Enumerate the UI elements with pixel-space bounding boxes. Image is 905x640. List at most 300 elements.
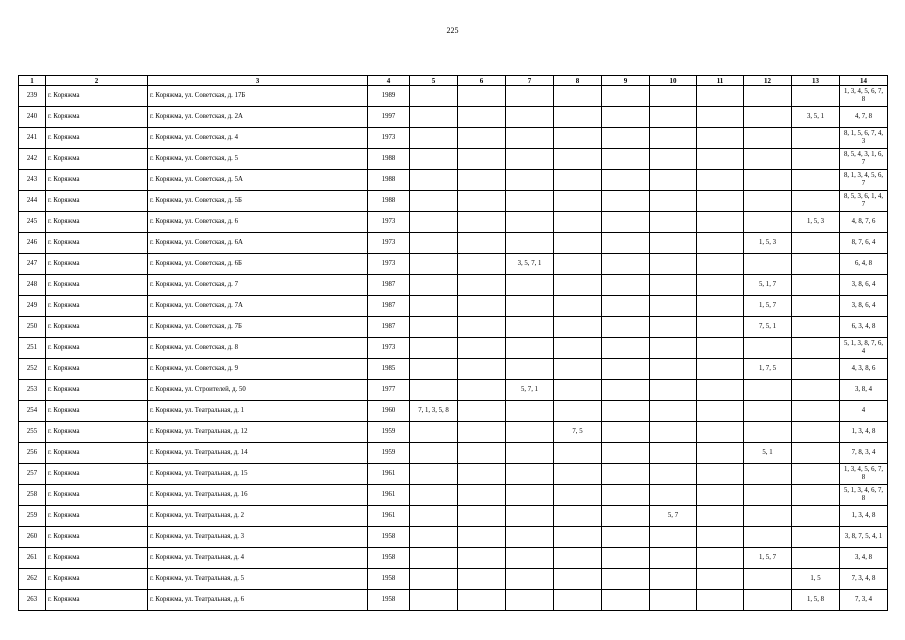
cell-year: 1977: [368, 380, 410, 401]
cell-col-6: [458, 317, 506, 338]
cell-col-14: 5, 1, 3, 4, 6, 7, 8: [840, 485, 888, 506]
table-body: [19, 86, 888, 611]
cell-row-number: 257: [19, 464, 46, 485]
cell-year: 1985: [368, 359, 410, 380]
cell-col-10: [650, 548, 697, 569]
cell-col-14: 1, 3, 4, 8: [840, 422, 888, 443]
cell-col-6: [458, 149, 506, 170]
cell-col-13: [792, 317, 840, 338]
cell-settlement: г. Коряжма: [46, 317, 148, 338]
cell-col-12: 1, 5, 7: [744, 548, 792, 569]
cell-row-number: 247: [19, 254, 46, 275]
cell-col-11: [697, 296, 744, 317]
cell-year: 1960: [368, 401, 410, 422]
cell-col-14: 8, 5, 3, 6, 1, 4, 7: [840, 191, 888, 212]
cell-year: 1988: [368, 170, 410, 191]
cell-address: г. Коряжма, ул. Советская, д. 7А: [148, 296, 368, 317]
cell-col-5: 7, 1, 3, 5, 8: [410, 401, 458, 422]
cell-settlement: г. Коряжма: [46, 506, 148, 527]
cell-col-6: [458, 527, 506, 548]
cell-col-10: [650, 317, 697, 338]
cell-col-7: [506, 275, 554, 296]
cell-col-9: [602, 548, 650, 569]
cell-col-5: [410, 422, 458, 443]
page-number: 225: [446, 26, 459, 35]
cell-address: г. Коряжма, ул. Советская, д. 5Б: [148, 191, 368, 212]
cell-col-11: [697, 86, 744, 107]
cell-settlement: г. Коряжма: [46, 485, 148, 506]
cell-settlement: г. Коряжма: [46, 128, 148, 149]
cell-col-14: 4, 3, 8, 6: [840, 359, 888, 380]
cell-col-13: [792, 233, 840, 254]
cell-address: г. Коряжма, ул. Театральная, д. 3: [148, 527, 368, 548]
cell-col-6: [458, 485, 506, 506]
table-row: [19, 254, 888, 275]
table-row: [19, 233, 888, 254]
cell-col-5: [410, 485, 458, 506]
cell-col-9: [602, 212, 650, 233]
cell-address: г. Коряжма, ул. Советская, д. 2А: [148, 107, 368, 128]
cell-col-12: [744, 590, 792, 611]
cell-address: г. Коряжма, ул. Строителей, д. 50: [148, 380, 368, 401]
cell-col-10: [650, 359, 697, 380]
cell-settlement: г. Коряжма: [46, 212, 148, 233]
cell-col-5: [410, 149, 458, 170]
cell-col-13: [792, 401, 840, 422]
column-header-6: 6: [458, 76, 506, 86]
table-row: [19, 128, 888, 149]
cell-col-10: [650, 443, 697, 464]
table-row: [19, 338, 888, 359]
cell-col-9: [602, 128, 650, 149]
cell-col-11: [697, 338, 744, 359]
column-header-10: 10: [650, 76, 697, 86]
cell-col-11: [697, 464, 744, 485]
table-row: [19, 464, 888, 485]
cell-address: г. Коряжма, ул. Театральная, д. 1: [148, 401, 368, 422]
cell-col-6: [458, 422, 506, 443]
cell-address: г. Коряжма, ул. Советская, д. 7: [148, 275, 368, 296]
cell-col-6: [458, 548, 506, 569]
cell-col-7: [506, 443, 554, 464]
cell-col-10: [650, 86, 697, 107]
cell-col-12: [744, 464, 792, 485]
table-row: [19, 569, 888, 590]
cell-col-7: [506, 86, 554, 107]
cell-col-5: [410, 296, 458, 317]
cell-address: г. Коряжма, ул. Театральная, д. 15: [148, 464, 368, 485]
cell-col-13: 1, 5: [792, 569, 840, 590]
cell-col-11: [697, 380, 744, 401]
cell-col-6: [458, 443, 506, 464]
cell-col-9: [602, 485, 650, 506]
cell-col-11: [697, 590, 744, 611]
cell-col-13: 1, 5, 3: [792, 212, 840, 233]
cell-col-6: [458, 275, 506, 296]
header-row: [19, 76, 888, 86]
housing-table: [18, 75, 888, 611]
cell-col-12: 5, 1, 7: [744, 275, 792, 296]
cell-col-5: [410, 212, 458, 233]
cell-row-number: 244: [19, 191, 46, 212]
cell-col-11: [697, 212, 744, 233]
cell-col-8: [554, 380, 602, 401]
cell-col-14: 8, 1, 5, 6, 7, 4, 3: [840, 128, 888, 149]
cell-col-11: [697, 254, 744, 275]
cell-col-13: [792, 338, 840, 359]
cell-col-13: 3, 5, 1: [792, 107, 840, 128]
cell-col-7: [506, 590, 554, 611]
cell-col-13: [792, 380, 840, 401]
cell-col-14: 3, 8, 6, 4: [840, 296, 888, 317]
table-row: [19, 149, 888, 170]
cell-col-9: [602, 191, 650, 212]
cell-col-8: [554, 590, 602, 611]
cell-col-13: [792, 527, 840, 548]
cell-col-14: 6, 4, 8: [840, 254, 888, 275]
cell-col-9: [602, 149, 650, 170]
cell-col-11: [697, 170, 744, 191]
cell-col-9: [602, 317, 650, 338]
cell-col-9: [602, 527, 650, 548]
cell-col-8: [554, 443, 602, 464]
cell-col-13: [792, 296, 840, 317]
cell-address: г. Коряжма, ул. Театральная, д. 5: [148, 569, 368, 590]
cell-col-12: [744, 86, 792, 107]
cell-address: г. Коряжма, ул. Театральная, д. 16: [148, 485, 368, 506]
cell-col-7: [506, 296, 554, 317]
cell-row-number: 245: [19, 212, 46, 233]
cell-year: 1961: [368, 485, 410, 506]
cell-col-10: [650, 590, 697, 611]
column-header-5: 5: [410, 76, 458, 86]
table-row: [19, 170, 888, 191]
cell-col-10: 5, 7: [650, 506, 697, 527]
cell-col-10: [650, 170, 697, 191]
cell-col-5: [410, 254, 458, 275]
cell-col-13: [792, 485, 840, 506]
cell-col-5: [410, 233, 458, 254]
cell-col-7: [506, 359, 554, 380]
cell-col-12: [744, 191, 792, 212]
cell-col-8: [554, 170, 602, 191]
cell-col-14: 8, 1, 3, 4, 5, 6, 7: [840, 170, 888, 191]
table-row: [19, 359, 888, 380]
cell-col-7: [506, 317, 554, 338]
cell-col-11: [697, 506, 744, 527]
cell-row-number: 260: [19, 527, 46, 548]
cell-address: г. Коряжма, ул. Советская, д. 6: [148, 212, 368, 233]
cell-col-9: [602, 338, 650, 359]
cell-col-10: [650, 338, 697, 359]
cell-col-10: [650, 380, 697, 401]
cell-col-6: [458, 86, 506, 107]
cell-year: 1988: [368, 149, 410, 170]
cell-col-8: [554, 338, 602, 359]
cell-col-14: 1, 3, 4, 5, 6, 7, 8: [840, 86, 888, 107]
cell-col-6: [458, 338, 506, 359]
cell-col-6: [458, 191, 506, 212]
cell-col-14: 3, 4, 8: [840, 548, 888, 569]
column-header-9: 9: [602, 76, 650, 86]
cell-col-13: [792, 275, 840, 296]
cell-col-13: 1, 5, 8: [792, 590, 840, 611]
cell-col-11: [697, 422, 744, 443]
cell-col-8: [554, 401, 602, 422]
cell-year: 1973: [368, 254, 410, 275]
cell-col-10: [650, 569, 697, 590]
cell-col-13: [792, 464, 840, 485]
cell-col-13: [792, 170, 840, 191]
cell-year: 1973: [368, 128, 410, 149]
cell-col-11: [697, 548, 744, 569]
cell-col-7: [506, 485, 554, 506]
table-row: [19, 506, 888, 527]
cell-col-13: [792, 443, 840, 464]
cell-col-5: [410, 191, 458, 212]
cell-col-12: 5, 1: [744, 443, 792, 464]
cell-row-number: 246: [19, 233, 46, 254]
cell-col-6: [458, 296, 506, 317]
cell-col-11: [697, 233, 744, 254]
cell-settlement: г. Коряжма: [46, 338, 148, 359]
cell-year: 1973: [368, 212, 410, 233]
column-header-8: 8: [554, 76, 602, 86]
cell-col-8: [554, 86, 602, 107]
table-row: [19, 401, 888, 422]
column-header-2: 2: [46, 76, 148, 86]
cell-row-number: 239: [19, 86, 46, 107]
cell-col-12: 1, 7, 5: [744, 359, 792, 380]
table-row: [19, 485, 888, 506]
cell-col-12: [744, 107, 792, 128]
cell-col-10: [650, 527, 697, 548]
cell-col-12: [744, 401, 792, 422]
cell-address: г. Коряжма, ул. Советская, д. 4: [148, 128, 368, 149]
cell-col-12: [744, 254, 792, 275]
cell-col-14: 3, 8, 4: [840, 380, 888, 401]
cell-settlement: г. Коряжма: [46, 401, 148, 422]
cell-col-14: 1, 3, 4, 5, 6, 7, 8: [840, 464, 888, 485]
cell-col-5: [410, 107, 458, 128]
cell-col-11: [697, 128, 744, 149]
cell-col-9: [602, 107, 650, 128]
cell-row-number: 263: [19, 590, 46, 611]
cell-col-10: [650, 107, 697, 128]
cell-col-14: 5, 1, 3, 8, 7, 6, 4: [840, 338, 888, 359]
cell-col-11: [697, 275, 744, 296]
cell-settlement: г. Коряжма: [46, 527, 148, 548]
cell-col-10: [650, 149, 697, 170]
cell-year: 1958: [368, 527, 410, 548]
cell-col-8: [554, 359, 602, 380]
column-header-11: 11: [697, 76, 744, 86]
cell-col-14: 8, 5, 4, 3, 1, 6, 7: [840, 149, 888, 170]
cell-col-11: [697, 191, 744, 212]
cell-year: 1958: [368, 569, 410, 590]
cell-col-9: [602, 422, 650, 443]
cell-year: 1958: [368, 590, 410, 611]
cell-address: г. Коряжма, ул. Театральная, д. 4: [148, 548, 368, 569]
cell-settlement: г. Коряжма: [46, 380, 148, 401]
cell-col-7: [506, 170, 554, 191]
cell-col-7: [506, 422, 554, 443]
cell-col-7: [506, 464, 554, 485]
table-row: [19, 527, 888, 548]
cell-col-14: 8, 7, 6, 4: [840, 233, 888, 254]
cell-col-12: [744, 338, 792, 359]
cell-col-14: 1, 3, 4, 8: [840, 506, 888, 527]
cell-col-7: [506, 338, 554, 359]
table-row: [19, 443, 888, 464]
cell-col-9: [602, 590, 650, 611]
cell-col-9: [602, 86, 650, 107]
cell-col-9: [602, 359, 650, 380]
cell-year: 1958: [368, 548, 410, 569]
cell-col-12: [744, 485, 792, 506]
cell-col-14: 4, 8, 7, 6: [840, 212, 888, 233]
cell-col-5: [410, 317, 458, 338]
cell-col-7: [506, 506, 554, 527]
cell-col-5: [410, 569, 458, 590]
cell-col-11: [697, 443, 744, 464]
cell-col-11: [697, 107, 744, 128]
cell-row-number: 249: [19, 296, 46, 317]
cell-settlement: г. Коряжма: [46, 359, 148, 380]
cell-col-7: 5, 7, 1: [506, 380, 554, 401]
cell-col-13: [792, 128, 840, 149]
cell-col-7: [506, 212, 554, 233]
cell-row-number: 242: [19, 149, 46, 170]
cell-col-9: [602, 569, 650, 590]
cell-settlement: г. Коряжма: [46, 275, 148, 296]
cell-settlement: г. Коряжма: [46, 86, 148, 107]
cell-col-8: [554, 191, 602, 212]
cell-col-8: [554, 464, 602, 485]
cell-settlement: г. Коряжма: [46, 107, 148, 128]
cell-col-13: [792, 359, 840, 380]
cell-address: г. Коряжма, ул. Советская, д. 5: [148, 149, 368, 170]
cell-col-10: [650, 212, 697, 233]
cell-col-6: [458, 254, 506, 275]
cell-address: г. Коряжма, ул. Советская, д. 6Б: [148, 254, 368, 275]
cell-col-9: [602, 464, 650, 485]
cell-year: 1997: [368, 107, 410, 128]
table-row: [19, 380, 888, 401]
cell-col-6: [458, 359, 506, 380]
cell-settlement: г. Коряжма: [46, 254, 148, 275]
cell-col-6: [458, 464, 506, 485]
cell-settlement: г. Коряжма: [46, 170, 148, 191]
cell-address: г. Коряжма, ул. Советская, д. 6А: [148, 233, 368, 254]
cell-col-6: [458, 212, 506, 233]
cell-col-14: 6, 3, 4, 8: [840, 317, 888, 338]
cell-col-13: [792, 86, 840, 107]
cell-col-7: [506, 569, 554, 590]
cell-col-10: [650, 401, 697, 422]
cell-col-8: [554, 548, 602, 569]
cell-col-7: [506, 149, 554, 170]
cell-settlement: г. Коряжма: [46, 548, 148, 569]
cell-col-11: [697, 569, 744, 590]
cell-col-7: [506, 527, 554, 548]
cell-address: г. Коряжма, ул. Советская, д. 5А: [148, 170, 368, 191]
cell-year: 1961: [368, 464, 410, 485]
table-row: [19, 212, 888, 233]
cell-col-12: [744, 422, 792, 443]
column-header-7: 7: [506, 76, 554, 86]
cell-col-11: [697, 527, 744, 548]
cell-row-number: 250: [19, 317, 46, 338]
cell-col-9: [602, 401, 650, 422]
cell-col-14: 7, 3, 4: [840, 590, 888, 611]
table-row: [19, 296, 888, 317]
cell-col-14: 4, 7, 8: [840, 107, 888, 128]
cell-col-12: [744, 380, 792, 401]
column-header-13: 13: [792, 76, 840, 86]
cell-settlement: г. Коряжма: [46, 590, 148, 611]
cell-col-12: 1, 5, 7: [744, 296, 792, 317]
cell-address: г. Коряжма, ул. Театральная, д. 2: [148, 506, 368, 527]
cell-col-5: [410, 170, 458, 191]
cell-col-13: [792, 254, 840, 275]
cell-col-13: [792, 422, 840, 443]
cell-col-12: 7, 5, 1: [744, 317, 792, 338]
cell-col-7: [506, 401, 554, 422]
cell-col-5: [410, 359, 458, 380]
cell-col-5: [410, 548, 458, 569]
cell-settlement: г. Коряжма: [46, 464, 148, 485]
cell-col-7: [506, 548, 554, 569]
cell-settlement: г. Коряжма: [46, 233, 148, 254]
cell-col-10: [650, 296, 697, 317]
cell-col-7: [506, 191, 554, 212]
cell-col-5: [410, 338, 458, 359]
cell-row-number: 241: [19, 128, 46, 149]
cell-col-9: [602, 254, 650, 275]
cell-col-10: [650, 191, 697, 212]
cell-col-13: [792, 149, 840, 170]
cell-col-7: [506, 128, 554, 149]
cell-col-7: 3, 5, 7, 1: [506, 254, 554, 275]
cell-col-8: 7, 5: [554, 422, 602, 443]
cell-year: 1988: [368, 191, 410, 212]
cell-col-14: 7, 3, 4, 8: [840, 569, 888, 590]
cell-row-number: 256: [19, 443, 46, 464]
cell-col-10: [650, 464, 697, 485]
cell-col-5: [410, 86, 458, 107]
cell-col-12: [744, 149, 792, 170]
cell-col-5: [410, 380, 458, 401]
cell-row-number: 253: [19, 380, 46, 401]
cell-row-number: 248: [19, 275, 46, 296]
cell-row-number: 240: [19, 107, 46, 128]
cell-col-8: [554, 275, 602, 296]
cell-col-11: [697, 485, 744, 506]
cell-address: г. Коряжма, ул. Советская, д. 7Б: [148, 317, 368, 338]
cell-col-6: [458, 506, 506, 527]
cell-col-13: [792, 191, 840, 212]
cell-row-number: 243: [19, 170, 46, 191]
cell-row-number: 262: [19, 569, 46, 590]
cell-settlement: г. Коряжма: [46, 296, 148, 317]
column-header-3: 3: [148, 76, 368, 86]
cell-row-number: 259: [19, 506, 46, 527]
cell-col-5: [410, 506, 458, 527]
cell-col-11: [697, 317, 744, 338]
cell-col-10: [650, 128, 697, 149]
cell-col-8: [554, 317, 602, 338]
